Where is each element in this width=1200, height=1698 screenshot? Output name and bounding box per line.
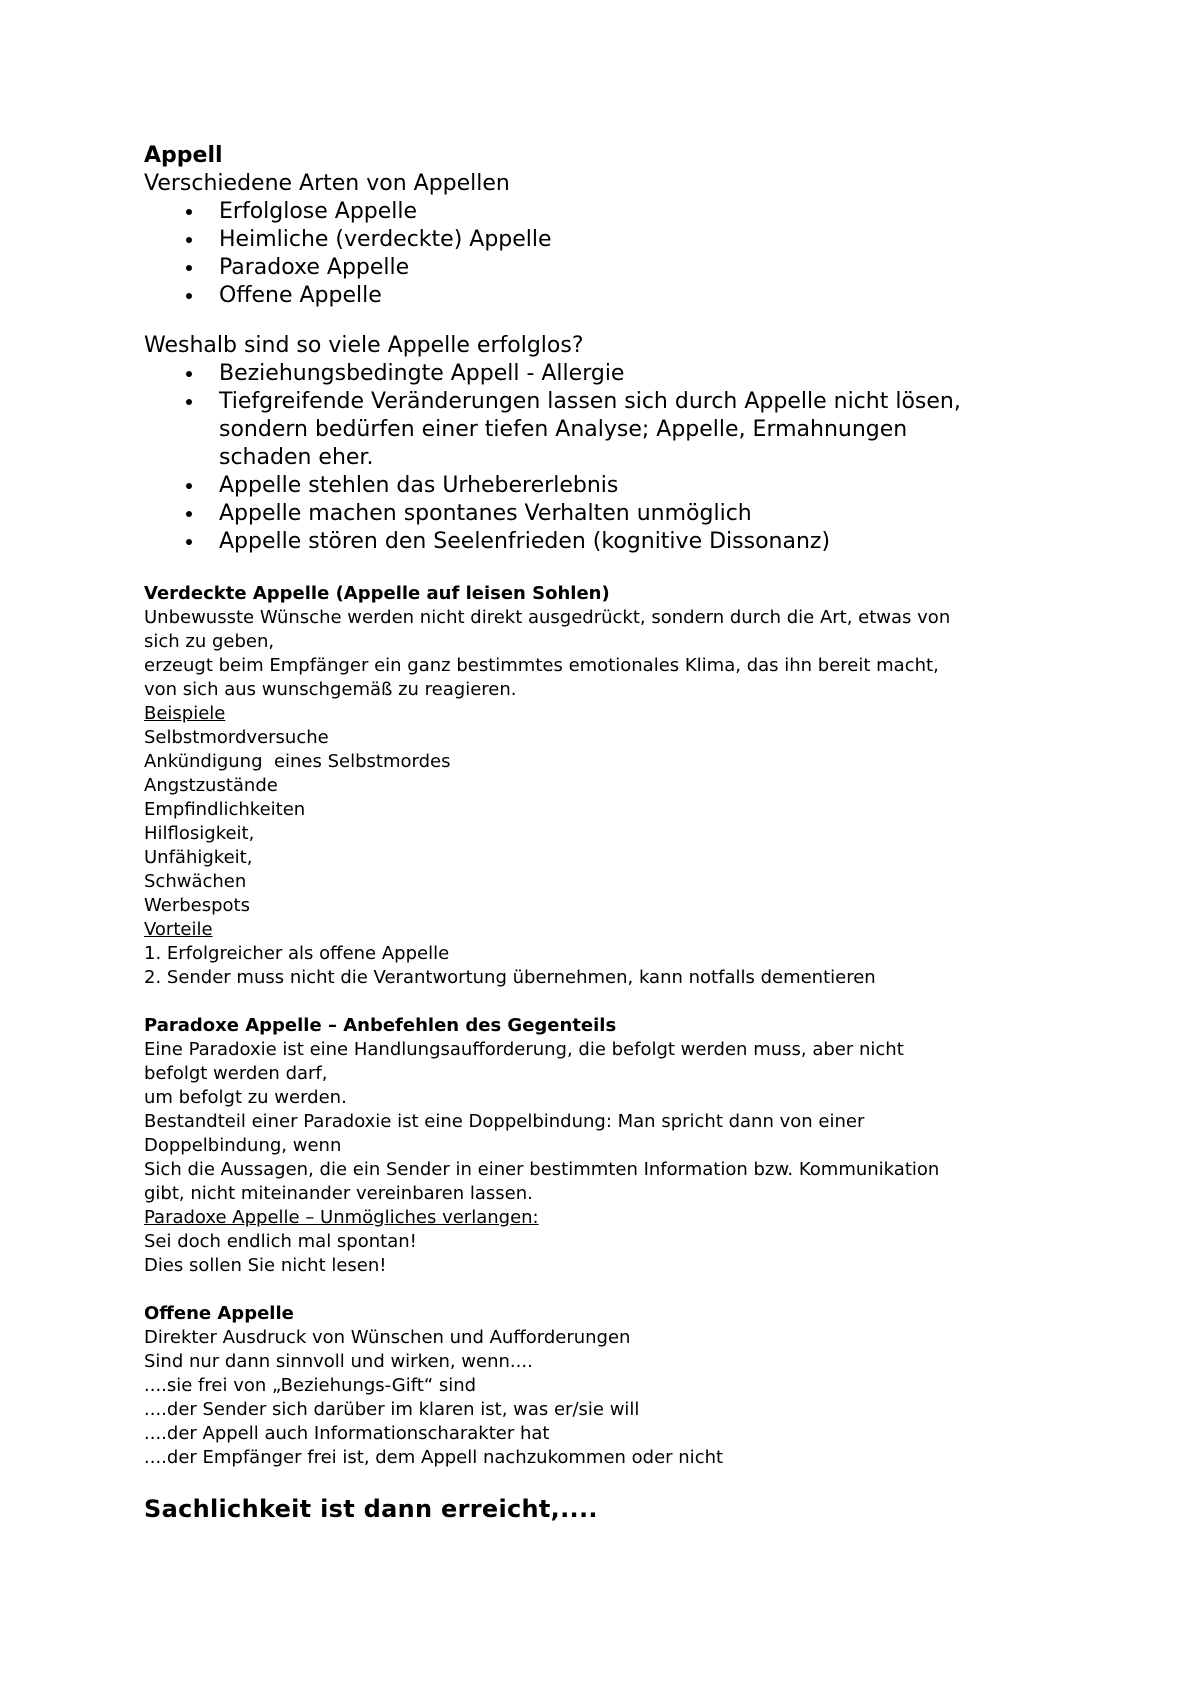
example-item: Angstzustände [144,775,278,796]
advantages-label: Vorteile [144,919,213,940]
example-item: Unfähigkeit, [144,847,253,868]
text-line: um befolgt zu werden. [144,1087,347,1108]
why-list [144,360,1064,556]
example-item: Hilflosigkeit, [144,823,255,844]
types-heading: Verschiedene Arten von Appellen [144,171,510,196]
text-line: Doppelbindung, wenn [144,1135,342,1156]
example-item: Selbstmordversuche [144,727,329,748]
list-item: Heimliche (verdeckte) Appelle [144,226,1064,254]
list-item: Offene Appelle [144,282,1064,310]
example-item: Dies sollen Sie nicht lesen! [144,1255,387,1276]
text-line: sich zu geben, [144,631,275,652]
document-title: Appell [144,143,223,168]
example-item: Schwächen [144,871,247,892]
text-line: ....der Appell auch Informationscharakter hat [144,1423,550,1444]
text-line: Direkter Ausdruck von Wünschen und Aufforderungen [144,1327,631,1348]
list-item-line: Tiefgreifende Veränderungen lassen sich durch Appelle nicht lösen, [219,389,961,414]
list-item: Appelle stehlen das Urhebererlebnis [144,472,1064,500]
text-line: ....sie frei von „Beziehungs-Gift“ sind [144,1375,477,1396]
types-list [144,198,1064,310]
list-item: Appelle machen spontanes Verhalten unmöglich [144,500,1064,528]
text-line: befolgt werden darf, [144,1063,328,1084]
list-item: Appelle stören den Seelenfrieden (kognitive Dissonanz) [144,528,1064,556]
list-item-multiline [144,388,1064,472]
verdeckt-title: Verdeckte Appelle (Appelle auf leisen Sohlen) [144,583,610,604]
list-item: Beziehungsbedingte Appell - Allergie [144,360,1064,388]
example-item: Sei doch endlich mal spontan! [144,1231,417,1252]
list-item: Paradoxe Appelle [144,254,1064,282]
closing-heading: Sachlichkeit ist dann erreicht,.... [144,1495,598,1523]
text-line: ....der Empfänger frei ist, dem Appell nachzukommen oder nicht [144,1447,724,1468]
text-line: Bestandteil einer Paradoxie ist eine Doppelbindung: Man spricht dann von einer [144,1111,865,1132]
example-item: Ankündigung eines Selbstmordes [144,751,451,772]
advantage-item: 2. Sender muss nicht die Verantwortung übernehmen, kann notfalls dementieren [144,967,876,988]
text-line: Sind nur dann sinnvoll und wirken, wenn.... [144,1351,533,1372]
text-line: von sich aus wunschgemäß zu reagieren. [144,679,517,700]
paradox-title: Paradoxe Appelle – Anbefehlen des Gegenteils [144,1015,617,1036]
example-item: Werbespots [144,895,250,916]
list-item: Erfolglose Appelle [144,198,1064,226]
text-line: erzeugt beim Empfänger ein ganz bestimmtes emotionales Klima, das ihn bereit macht, [144,655,939,676]
text-line: Eine Paradoxie ist eine Handlungsaufforderung, die befolgt werden muss, aber nicht [144,1039,904,1060]
offen-title: Offene Appelle [144,1303,294,1324]
document-page [144,142,1064,1524]
examples-label: Beispiele [144,703,226,724]
example-item: Empfindlichkeiten [144,799,306,820]
text-line: Unbewusste Wünsche werden nicht direkt ausgedrückt, sondern durch die Art, etwas von [144,607,951,628]
list-item-line: sondern bedürfen einer tiefen Analyse; Appelle, Ermahnungen [219,417,908,442]
text-line: gibt, nicht miteinander vereinbaren lassen. [144,1183,533,1204]
text-line: Sich die Aussagen, die ein Sender in einer bestimmten Information bzw. Kommunikation [144,1159,940,1180]
paradox-sub-label: Paradoxe Appelle – Unmögliches verlangen: [144,1207,539,1228]
text-line: ....der Sender sich darüber im klaren ist, was er/sie will [144,1399,640,1420]
advantage-item: 1. Erfolgreicher als offene Appelle [144,943,450,964]
why-heading: Weshalb sind so viele Appelle erfolglos? [144,333,584,358]
list-item-line: schaden eher. [219,445,374,470]
